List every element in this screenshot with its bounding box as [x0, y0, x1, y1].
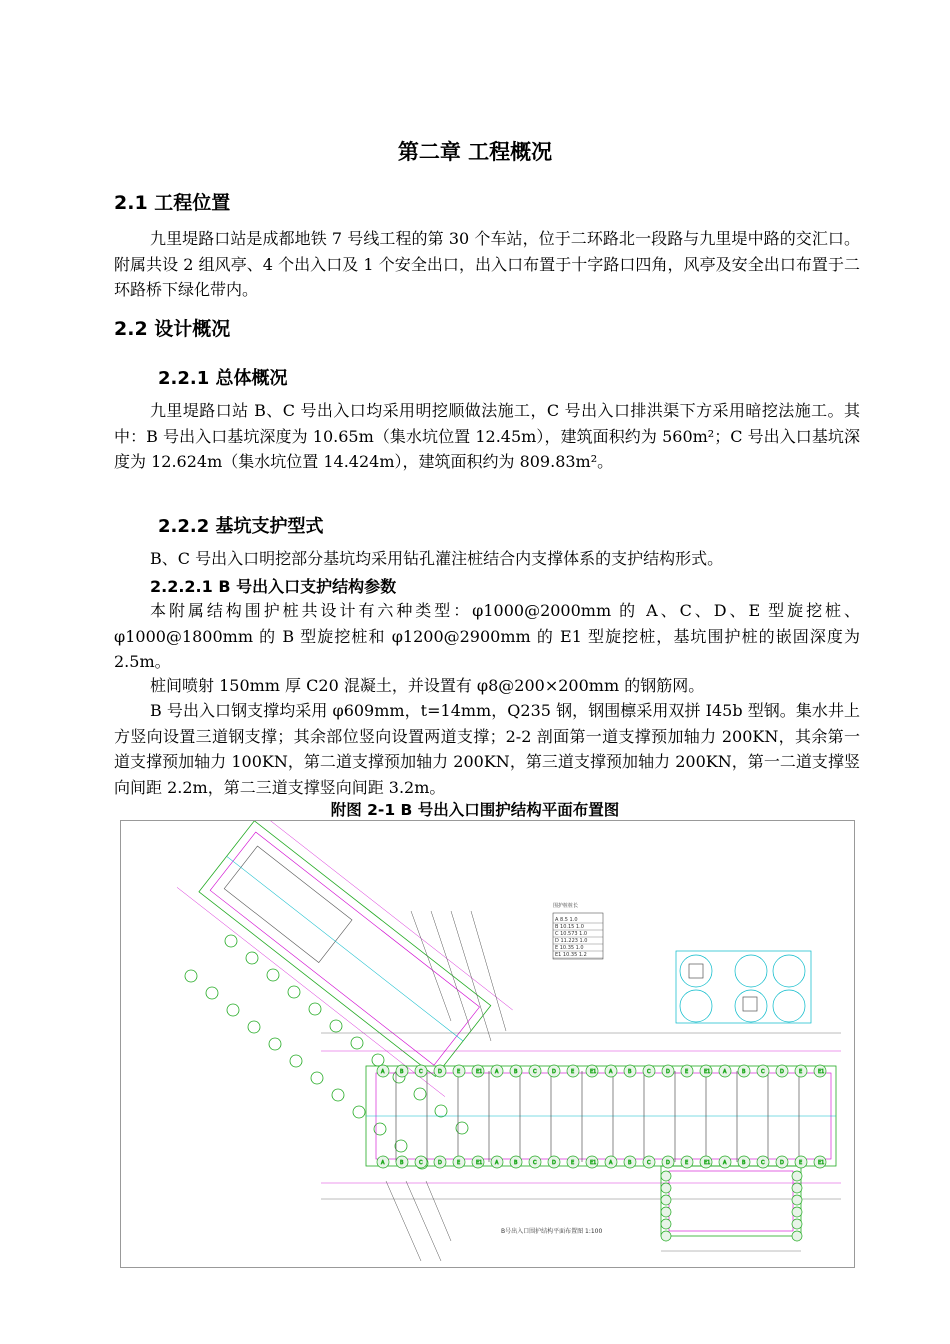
pile-type-label: E1 — [704, 1069, 711, 1075]
section-2-1-paragraph: 九里堤路口站是成都地铁 7 号线工程的第 30 个车站，位于二环路北一段路与九里堤中路的交汇口。附属共设 2 组风亭、4 个出入口及 1 个安全出口，出入口布置于十字路口四角，风亭及安全出口布置于二环路桥下绿化带内。 — [114, 229, 860, 299]
pile-type-label: E — [457, 1069, 461, 1075]
pile-type-label: E1 — [590, 1069, 597, 1075]
diagonal-corridor — [177, 821, 513, 1097]
pile-type-label: E — [571, 1069, 575, 1075]
pile-type-label: E1 — [590, 1160, 597, 1166]
pile-type-label: C — [761, 1069, 765, 1075]
pile-type-label: E — [685, 1069, 689, 1075]
chapter-title: 第二章 工程概况 — [397, 140, 553, 164]
section-2-2-2-1-paragraph-3: B 号出入口钢支撑均采用 φ609mm，t=14mm，Q235 钢，钢围檩采用双拼 I45b 型钢。集水井上方竖向设置三道钢支撑；其余部位竖向设置两道支撑；2-2 剖面第一道支撑预加轴力 200KN，其余第一道支撑预加轴力 100KN，第二道支撑预加轴力 200KN，第三道支撑预加轴力 200KN，第一二道支撑竖向间距 2.2m，第二三道支撑竖向间距 3.2m。 — [114, 701, 860, 797]
pile-type-label: B — [628, 1160, 632, 1166]
pile-type-label: E — [799, 1160, 803, 1166]
pile-type-label: C — [419, 1069, 423, 1075]
pile-circle — [792, 1195, 802, 1205]
pile-circle — [351, 1037, 363, 1049]
pile-circle — [246, 952, 258, 964]
pile-table-row: C 10.573 1.0 — [555, 931, 588, 937]
pile-circle — [227, 1004, 239, 1016]
section-2-2-1-paragraph: 九里堤路口站 B、C 号出入口均采用明挖顺做法施工，C 号出入口排洪渠下方采用暗挖法施工。其中：B 号出入口基坑深度为 10.65m（集水坑位置 12.45m），建筑面积约为 560m²；C 号出入口基坑深度为 12.624m（集水坑位置 14.424m），建筑面积约为 809.83m²。 — [114, 401, 860, 471]
pile-type-label: E1 — [818, 1069, 825, 1075]
pile-type-label: A — [495, 1160, 499, 1166]
pile-type-label: B — [742, 1160, 746, 1166]
pile-table-row: E1 10.35 1.2 — [555, 952, 587, 958]
pile-type-label: B — [628, 1069, 632, 1075]
pile-circle — [311, 1072, 323, 1084]
pile-circle — [372, 1054, 384, 1066]
pile-type-label: A — [381, 1160, 385, 1166]
pile-type-label: C — [761, 1160, 765, 1166]
ventilation-block — [676, 951, 811, 1023]
pile-circle — [661, 1219, 671, 1229]
section-2-2-2-1-paragraph-2: 桩间喷射 150mm 厚 C20 混凝土，并设置有 φ8@200×200mm 的钢筋网。 — [150, 676, 705, 695]
pile-type-label: D — [552, 1069, 556, 1075]
pile-type-label: A — [723, 1160, 727, 1166]
pile-circle — [792, 1231, 802, 1241]
pile-circle — [288, 986, 300, 998]
pile-type-label: E1 — [704, 1160, 711, 1166]
section-2-2-2-1-paragraph-1: 本附属结构围护桩共设计有六种类型：φ1000@2000mm 的 A、C、D、E 型旋挖桩、φ1000@1800mm 的 B 型旋挖桩和 φ1200@2900mm 的 E1 型旋挖桩，基坑围护桩的嵌固深度为 2.5m。 — [114, 601, 860, 671]
pile-type-label: E — [457, 1160, 461, 1166]
pile-circle — [435, 1105, 447, 1117]
pile-type-label: E1 — [476, 1069, 483, 1075]
pile-circle — [661, 1207, 671, 1217]
pile-type-label: A — [609, 1160, 613, 1166]
pile-type-label: A — [381, 1069, 385, 1075]
pile-type-label: B — [514, 1069, 518, 1075]
diagonal-pile-row — [185, 935, 468, 1169]
pile-type-label: A — [723, 1069, 727, 1075]
pile-circle — [185, 970, 197, 982]
pile-circle — [225, 935, 237, 947]
pile-type-label: B — [400, 1069, 404, 1075]
pile-type-label: C — [419, 1160, 423, 1166]
pile-circle — [792, 1183, 802, 1193]
pile-circle — [353, 1106, 365, 1118]
engineering-drawing — [120, 820, 855, 1268]
pile-table-title: 围护桩桩长 — [553, 903, 579, 909]
pile-table-row: E 10.35 1.0 — [555, 945, 584, 951]
pile-type-label: C — [533, 1160, 537, 1166]
pile-circle — [792, 1207, 802, 1217]
section-2-2-2-1-heading: 2.2.2.1 B 号出入口支护结构参数 — [150, 577, 397, 596]
pile-type-label: D — [780, 1069, 784, 1075]
figure-caption: 附图 2-1 B 号出入口围护结构平面布置图 — [330, 801, 620, 819]
pile-circle — [269, 1038, 281, 1050]
pile-type-label: D — [438, 1069, 442, 1075]
pile-circle — [661, 1231, 671, 1241]
pile-type-label: B — [400, 1160, 404, 1166]
drawing-title: B号出入口围护结构平面布置图 1:100 — [501, 1228, 603, 1235]
section-2-1-heading: 2.1 工程位置 — [114, 192, 231, 214]
pile-type-label: B — [742, 1069, 746, 1075]
pile-type-label: B — [514, 1160, 518, 1166]
pile-type-label: D — [552, 1160, 556, 1166]
pile-type-label: E1 — [476, 1160, 483, 1166]
pile-type-label: D — [780, 1160, 784, 1166]
pile-circle — [290, 1055, 302, 1067]
section-2-2-2-heading: 2.2.2 基坑支护型式 — [158, 516, 324, 537]
pile-circle — [792, 1219, 802, 1229]
section-2-2-heading: 2.2 设计概况 — [114, 318, 231, 340]
pile-type-label: D — [438, 1160, 442, 1166]
pile-circle — [330, 1020, 342, 1032]
pile-type-label: D — [666, 1069, 670, 1075]
hatch-lines — [386, 911, 506, 1261]
horizontal-pile-rows — [377, 1065, 826, 1241]
steel-struts — [396, 1071, 799, 1162]
pile-type-label: D — [666, 1160, 670, 1166]
pile-type-label: A — [495, 1069, 499, 1075]
pile-circle — [309, 1003, 321, 1015]
pile-length-table — [553, 902, 603, 959]
pile-circle — [661, 1183, 671, 1193]
pile-type-label: C — [647, 1160, 651, 1166]
pile-table-row: D 11.223 1.0 — [555, 938, 588, 944]
pile-circle — [661, 1195, 671, 1205]
pile-type-label: E — [799, 1069, 803, 1075]
pile-circle — [414, 1088, 426, 1100]
pile-circle — [792, 1171, 802, 1181]
pile-circle — [206, 987, 218, 999]
pile-circle — [248, 1021, 260, 1033]
pile-circle — [395, 1140, 407, 1152]
pile-circle — [332, 1089, 344, 1101]
pile-type-label: A — [609, 1069, 613, 1075]
pile-circle — [661, 1171, 671, 1181]
pile-table-row: B 10.15 1.0 — [555, 924, 584, 930]
section-2-2-1-heading: 2.2.1 总体概况 — [158, 368, 288, 389]
pile-type-label: E1 — [818, 1160, 825, 1166]
pile-table-row: A 8.5 1.0 — [555, 917, 578, 923]
pile-type-label: E — [685, 1160, 689, 1166]
pile-type-label: C — [533, 1069, 537, 1075]
drawing-svg — [121, 821, 854, 1267]
section-2-2-2-paragraph: B、C 号出入口明挖部分基坑均采用钻孔灌注桩结合内支撑体系的支护结构形式。 — [150, 549, 724, 568]
pile-circle — [267, 969, 279, 981]
pile-type-label: E — [571, 1160, 575, 1166]
pile-type-label: C — [647, 1069, 651, 1075]
